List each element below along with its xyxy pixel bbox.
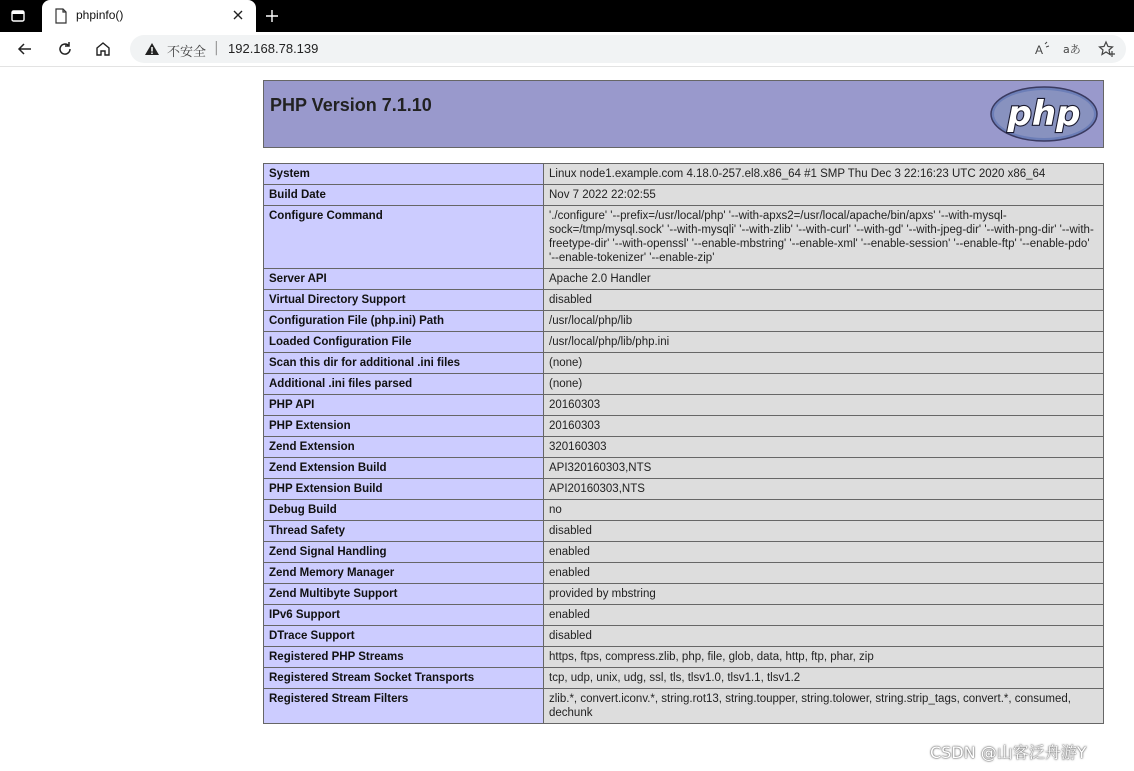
row-key: PHP Extension [264,416,544,437]
row-value: enabled [544,542,1104,563]
version-header [263,80,1104,148]
row-value: enabled [544,605,1104,626]
row-key: Zend Signal Handling [264,542,544,563]
row-value: provided by mbstring [544,584,1104,605]
table-row [264,689,1104,724]
row-value: Apache 2.0 Handler [544,269,1104,290]
back-arrow-icon[interactable] [16,40,34,58]
table-row [264,458,1104,479]
row-value: 20160303 [544,416,1104,437]
read-aloud-icon[interactable] [1033,40,1051,58]
navigation-bar [0,32,1134,67]
table-row [264,563,1104,584]
row-value: Linux node1.example.com 4.18.0-257.el8.x86_64 #1 SMP Thu Dec 3 22:16:23 UTC 2020 x86_64 [544,164,1104,185]
favorite-star-icon[interactable] [1098,40,1116,58]
table-row [264,647,1104,668]
table-row [264,332,1104,353]
table-row [264,353,1104,374]
row-key: Debug Build [264,500,544,521]
php-logo-text: php [1007,94,1081,134]
sidebar-toggle-icon[interactable] [10,8,26,24]
table-row [264,395,1104,416]
row-key: Additional .ini files parsed [264,374,544,395]
tab-phpinfo[interactable] [42,0,256,32]
row-key: PHP Extension Build [264,479,544,500]
page-title: PHP Version 7.1.10 [270,95,432,115]
translate-icon[interactable] [1062,40,1084,58]
row-value: disabled [544,290,1104,311]
table-row [264,185,1104,206]
info-table [263,163,1104,724]
table-row [264,164,1104,185]
page-icon [54,8,68,24]
table-row [264,374,1104,395]
table-row [264,479,1104,500]
url-text[interactable]: 192.168.78.139 [228,41,319,56]
row-key: Configure Command [264,206,544,269]
row-value: (none) [544,374,1104,395]
row-value: 20160303 [544,395,1104,416]
row-key: Zend Memory Manager [264,563,544,584]
row-value: Nov 7 2022 22:02:55 [544,185,1104,206]
row-value: disabled [544,521,1104,542]
tab-title: phpinfo() [76,8,124,22]
row-key: Zend Multibyte Support [264,584,544,605]
row-value: /usr/local/php/lib [544,311,1104,332]
row-key: PHP API [264,395,544,416]
row-value: zlib.*, convert.iconv.*, string.rot13, string.toupper, string.tolower, string.strip_tags, convert.*, consumed, dechunk [544,689,1104,724]
row-value: enabled [544,563,1104,584]
row-key: Virtual Directory Support [264,290,544,311]
row-value: no [544,500,1104,521]
read-aloud-glyph: A [1035,43,1044,57]
table-row [264,626,1104,647]
row-value: 320160303 [544,437,1104,458]
row-value: (none) [544,353,1104,374]
php-logo[interactable] [989,85,1099,143]
security-status[interactable]: 不安全 [167,45,207,60]
row-key: DTrace Support [264,626,544,647]
table-row [264,605,1104,626]
row-key: Build Date [264,185,544,206]
tab-strip [0,0,1134,32]
address-separator: | [214,40,219,56]
row-value: './configure' '--prefix=/usr/local/php' '--with-apxs2=/usr/local/apache/bin/apxs' '--with-mysql-sock=/tmp/mysql.sock' '--with-mysqli' '--with-zlib' '--with-curl' '--with-gd' '--with-jpeg-dir' '--with-png-dir' '--with-freetype-dir' '--with-openssl' '--enable-mbstring' '--enable-xml' '--enable-session' '--enable-ftp' '--enable-pdo' '--enable-tokenizer' '--enable-zip' [544,206,1104,269]
table-row [264,584,1104,605]
row-key: Scan this dir for additional .ini files [264,353,544,374]
table-row [264,437,1104,458]
row-key: IPv6 Support [264,605,544,626]
table-row [264,290,1104,311]
table-row [264,311,1104,332]
table-row [264,668,1104,689]
table-row [264,542,1104,563]
row-key: Zend Extension [264,437,544,458]
warning-icon[interactable] [144,42,160,56]
row-value: API20160303,NTS [544,479,1104,500]
plus-icon[interactable] [263,7,281,25]
reload-icon[interactable] [56,40,74,58]
table-row [264,500,1104,521]
translate-glyph: aあ [1063,43,1081,56]
row-key: Thread Safety [264,521,544,542]
watermark: CSDN @山客泛舟游Y [930,743,1087,762]
row-value: tcp, udp, unix, udg, ssl, tls, tlsv1.0, tlsv1.1, tlsv1.2 [544,668,1104,689]
table-row [264,521,1104,542]
table-row [264,206,1104,269]
row-key: Configuration File (php.ini) Path [264,311,544,332]
row-key: Registered Stream Socket Transports [264,668,544,689]
close-icon[interactable] [230,7,246,23]
row-value: API320160303,NTS [544,458,1104,479]
address-bar[interactable] [130,35,1126,63]
row-value: https, ftps, compress.zlib, php, file, glob, data, http, ftp, phar, zip [544,647,1104,668]
row-key: Server API [264,269,544,290]
row-key: System [264,164,544,185]
home-icon[interactable] [94,40,112,58]
table-row [264,269,1104,290]
phpinfo-content [263,80,1104,724]
row-key: Loaded Configuration File [264,332,544,353]
row-value: disabled [544,626,1104,647]
row-key: Registered Stream Filters [264,689,544,724]
row-value: /usr/local/php/lib/php.ini [544,332,1104,353]
table-row [264,416,1104,437]
row-key: Zend Extension Build [264,458,544,479]
row-key: Registered PHP Streams [264,647,544,668]
